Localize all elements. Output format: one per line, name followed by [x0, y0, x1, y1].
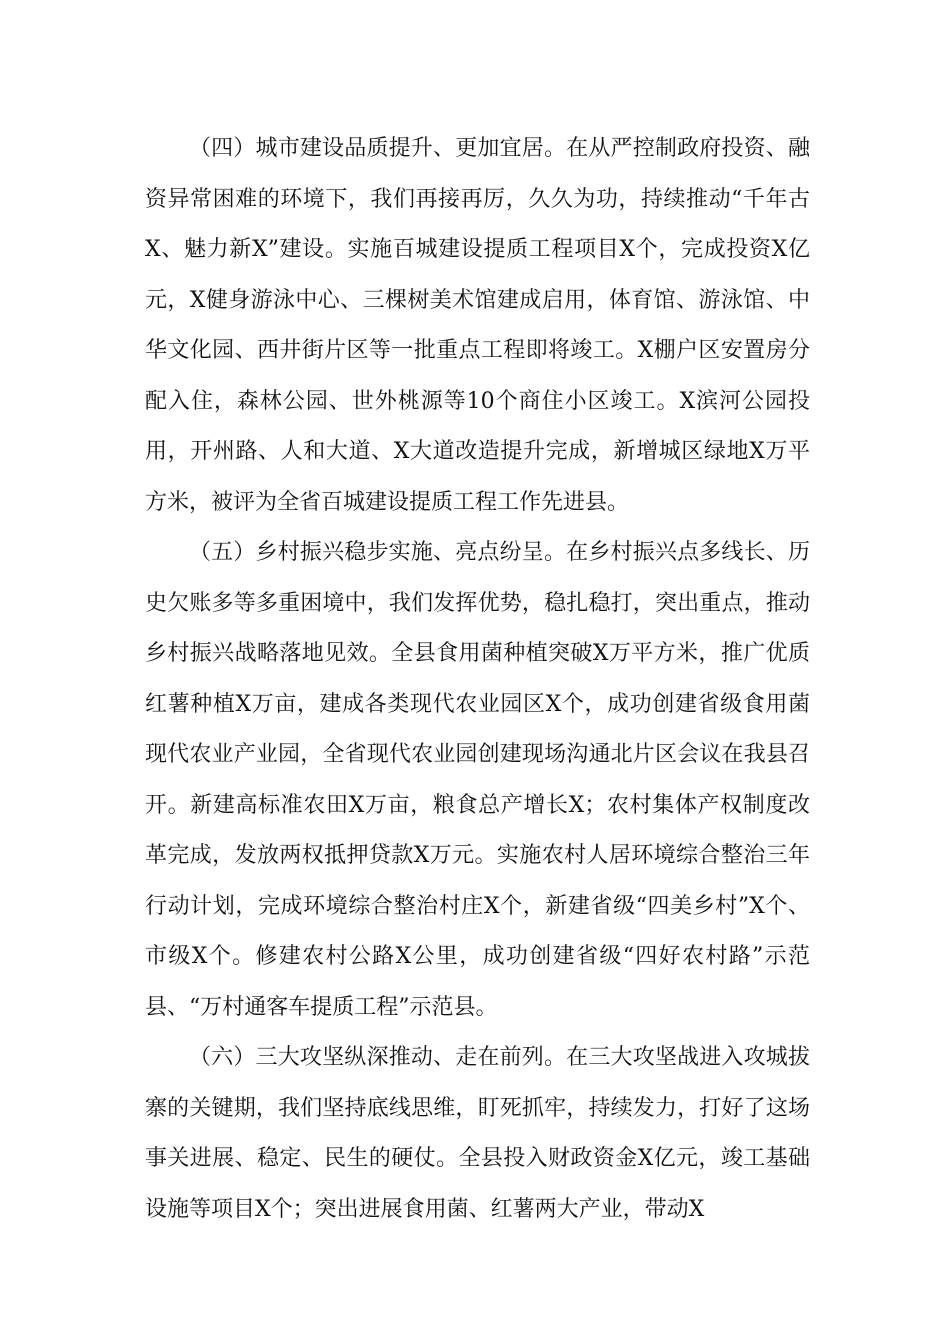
paragraph-city-construction: （四）城市建设品质提升、更加宜居。在从严控制政府投资、融资异常困难的环境下，我们再接再厉，久久为功，持续推动“千年古X、魅力新X”建设。实施百城建设提质工程项目X个，完成投资X亿元，X健身游泳中心、三棵树美术馆建成启用，体育馆、游泳馆、中华文化园、西井街片区等一批重点工程即将竣工。X棚户区安置房分配入住，森林公园、世外桃源等10个商住小区竣工。X滨河公园投用，开州路、人和大道、X大道改造提升完成，新增城区绿地X万平方米，被评为全省百城建设提质工程工作先进县。 [145, 136, 810, 515]
paragraph-rural-revitalization: （五）乡村振兴稳步实施、亮点纷呈。在乡村振兴点多线长、历史欠账多等多重困境中，我们发挥优势，稳扎稳打，突出重点，推动乡村振兴战略落地见效。全县食用菌种植突破X万平方米，推广优质红薯种植X万亩，建成各类现代农业园区X个，成功创建省级食用菌现代农业产业园，全省现代农业园创建现场沟通北片区会议在我县召开。新建高标准农田X万亩，粮食总产增长X；农村集体产权制度改革完成，发放两权抵押贷款X万元。实施农村人居环境综合整治三年行动计划，完成环境综合整治村庄X个，新建省级“四美乡村”X个、市级X个。修建农村公路X公里，成功创建省级“四好农村路”示范县、“万村通客车提质工程”示范县。 [145, 540, 810, 1020]
document-body [145, 124, 810, 1235]
paragraph-three-battles: （六）三大攻坚纵深推动、走在前列。在三大攻坚战进入攻城拔寨的关键期，我们坚持底线思维，盯死抓牢，持续发力，打好了这场事关进展、稳定、民生的硬仗。全县投入财政资金X亿元，竣工基础设施等项目X个；突出进展食用菌、红薯两大产业，带动X [145, 1045, 810, 1222]
